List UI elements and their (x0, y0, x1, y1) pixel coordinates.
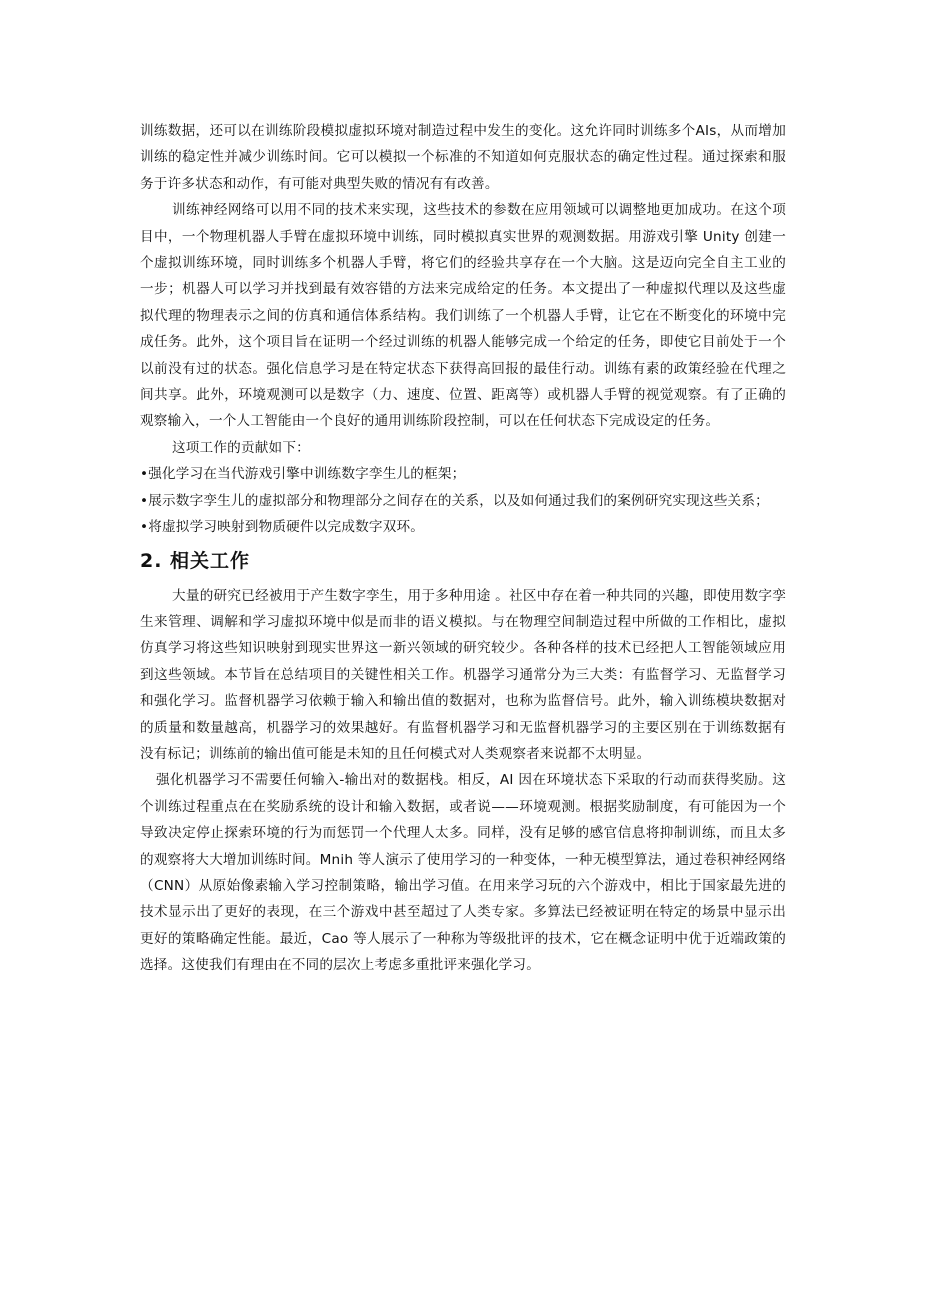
contribution-bullet-2: •展示数字孪生儿的虚拟部分和物理部分之间存在的关系，以及如何通过我们的案例研究实现这些关系； (140, 492, 769, 509)
paragraph-neural-network: 训练神经网络可以用不同的技术来实现，这些技术的参数在应用领域可以调整地更加成功。在这个项目中，一个物理机器人手臂在虚拟环境中训练，同时模拟真实世界的观测数据。用游戏引擎 Unity 创建一个虚拟训练环境，同时训练多个机器人手臂，将它们的经验共享存在一个大脑。这是迈向完全自主工业的一步；机器人可以学习并找到最有效容错的方法来完成给定的任务。本文提出了一种虚拟代理以及这些虚拟代理的物理表示之间的仿真和通信体系结构。我们训练了一个机器人手臂，让它在不断变化的环境中完成任务。此外，这个项目旨在证明一个经过训练的机器人能够完成一个给定的任务，即使它目前处于一个以前没有过的状态。强化信息学习是在特定状态下获得高回报的最佳行动。训练有素的政策经验在代理之间共享。此外，环境观测可以是数字（力、速度、位置、距离等）或机器人手臂的视觉观察。有了正确的观察输入，一个人工智能由一个良好的通用训练阶段控制，可以在任何状态下完成设定的任务。 (140, 202, 786, 430)
paragraph-contributions-intro: 这项工作的贡献如下： (172, 439, 310, 456)
paragraph-training-data: 训练数据，还可以在训练阶段模拟虚拟环境对制造过程中发生的变化。这允许同时训练多个AIs，从而增加训练的稳定性并减少训练时间。它可以模拟一个标准的不知道如何克服状态的确定性过程。通过探索和服务于许多状态和动作，有可能对典型失败的情况有有改善。 (140, 123, 786, 192)
document-page (140, 118, 786, 979)
paragraph-related-work-2: 强化机器学习不需要任何输入-输出对的数据栈。相反，AI 因在环境状态下采取的行动而获得奖励。这个训练过程重点在在奖励系统的设计和输入数据，或者说——环境观测。根据奖励制度，有可能因为一个导致决定停止探索环境的行为而惩罚一个代理人太多。同样，没有足够的感官信息将抑制训练，而且太多的观察将大大增加训练时间。Mnih 等人演示了使用学习的一种变体，一种无模型算法，通过卷积神经网络（CNN）从原始像素输入学习控制策略，输出学习值。在用来学习玩的六个游戏中，相比于国家最先进的技术显示出了更好的表现，在三个游戏中甚至超过了人类专家。多算法已经被证明在特定的场景中显示出更好的策略确定性能。最近，Cao 等人展示了一种称为等级批评的技术，它在概念证明中优于近端政策的选择。这使我们有理由在不同的层次上考虑多重批评来强化学习。 (140, 772, 786, 974)
contribution-bullet-1: •强化学习在当代游戏引擎中训练数字孪生儿的框架； (140, 466, 466, 483)
section-heading-related-work: 2. 相关工作 (140, 549, 251, 572)
contribution-bullet-3: •将虚拟学习映射到物质硬件以完成数字双环。 (140, 519, 425, 536)
paragraph-related-work-1: 大量的研究已经被用于产生数字孪生，用于多种用途 。社区中存在着一种共同的兴趣，即使用数字孪生来管理、调解和学习虚拟环境中似是而非的语义模拟。与在物理空间制造过程中所做的工作相比，虚拟仿真学习将这些知识映射到现实世界这一新兴领域的研究较少。各种各样的技术已经把人工智能领域应用到这些领域。本节旨在总结项目的关键性相关工作。机器学习通常分为三大类：有监督学习、无监督学习和强化学习。监督机器学习依赖于输入和输出值的数据对，也称为监督信号。此外，输入训练模块数据对的质量和数量越高，机器学习的效果越好。有监督机器学习和无监督机器学习的主要区别在于训练数据有没有标记；训练前的输出值可能是未知的且任何模式对人类观察者来说都不太明显。 (140, 587, 786, 762)
